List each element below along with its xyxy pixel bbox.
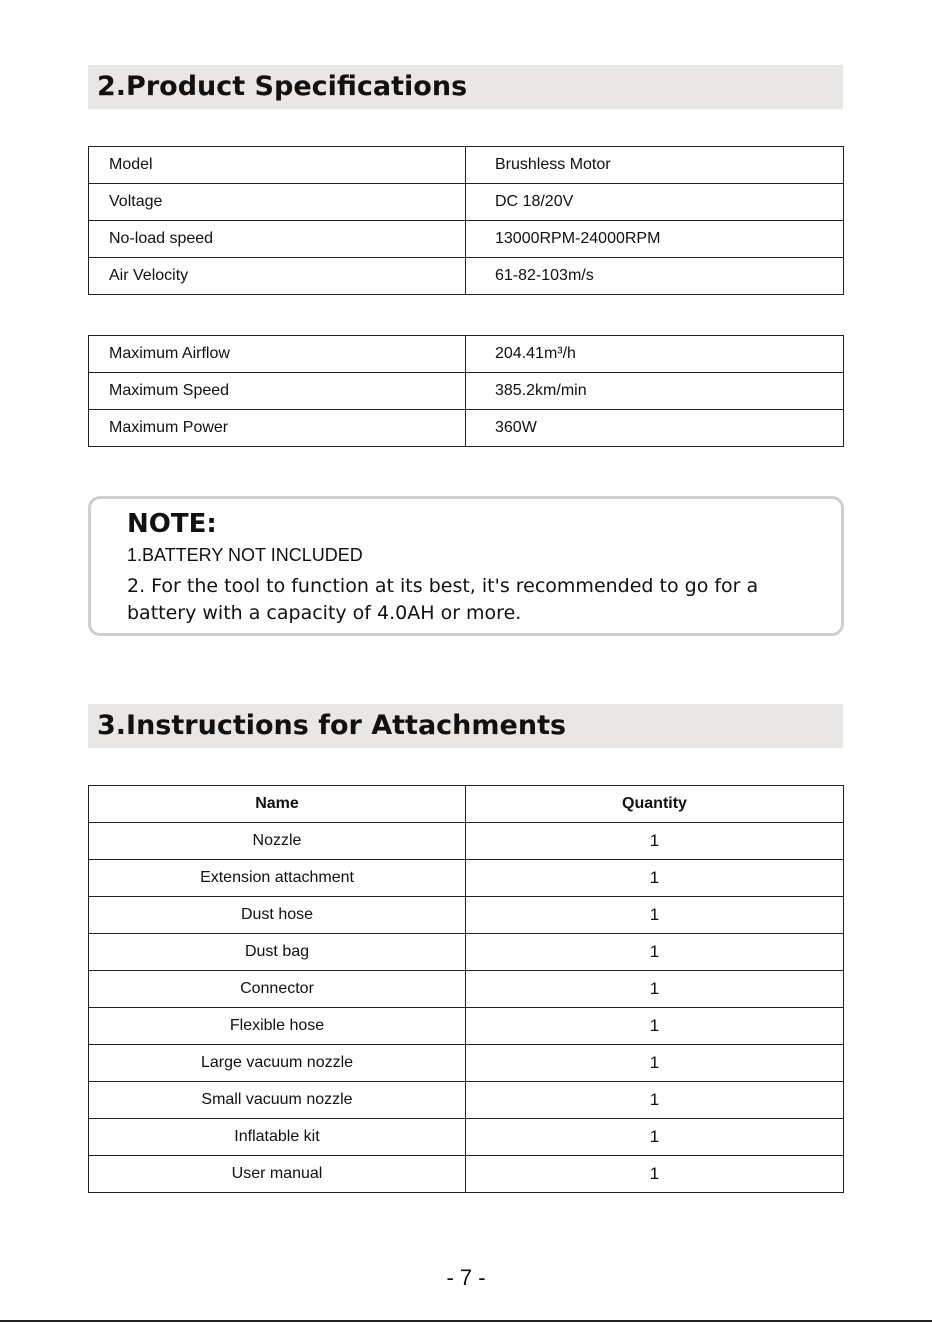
attachment-quantity: 1 xyxy=(466,823,844,860)
spec-value: 204.41m³/h xyxy=(466,336,844,373)
spec-value: 360W xyxy=(466,410,844,447)
table-header-row xyxy=(89,786,844,823)
attachment-quantity: 1 xyxy=(466,934,844,971)
table-row xyxy=(89,897,844,934)
attachments-heading: 3.Instructions for Attachments xyxy=(88,704,843,748)
attachment-name: Flexible hose xyxy=(89,1008,466,1045)
bottom-divider xyxy=(0,1320,932,1322)
page-number: - 7 - xyxy=(446,1265,486,1290)
table-row xyxy=(89,1008,844,1045)
attachment-quantity: 1 xyxy=(466,860,844,897)
spec-label: Maximum Airflow xyxy=(89,336,466,373)
table-row xyxy=(89,373,844,410)
column-header-quantity: Quantity xyxy=(466,786,844,823)
attachment-quantity: 1 xyxy=(466,971,844,1008)
spec-value: 385.2km/min xyxy=(466,373,844,410)
table-row xyxy=(89,410,844,447)
attachment-name: Extension attachment xyxy=(89,860,466,897)
spec-value: Brushless Motor xyxy=(466,147,844,184)
spec-label: Maximum Power xyxy=(89,410,466,447)
attachment-quantity: 1 xyxy=(466,897,844,934)
table-row xyxy=(89,1119,844,1156)
attachment-name: Dust hose xyxy=(89,897,466,934)
attachment-quantity: 1 xyxy=(466,1082,844,1119)
attachment-name: User manual xyxy=(89,1156,466,1193)
table-row xyxy=(89,184,844,221)
attachment-name: Dust bag xyxy=(89,934,466,971)
spec-label: Maximum Speed xyxy=(89,373,466,410)
table-row xyxy=(89,1045,844,1082)
spec-label: Voltage xyxy=(89,184,466,221)
attachment-quantity: 1 xyxy=(466,1008,844,1045)
table-row xyxy=(89,934,844,971)
note-battery-not-included: 1.BATTERY NOT INCLUDED xyxy=(127,545,363,565)
table-row xyxy=(89,823,844,860)
table-row xyxy=(89,336,844,373)
spec-table-1 xyxy=(88,146,844,295)
note-title: NOTE: xyxy=(127,509,217,539)
spec-value: DC 18/20V xyxy=(466,184,844,221)
attachment-quantity: 1 xyxy=(466,1119,844,1156)
spec-label: Air Velocity xyxy=(89,258,466,295)
attachment-name: Large vacuum nozzle xyxy=(89,1045,466,1082)
attachment-quantity: 1 xyxy=(466,1045,844,1082)
table-row xyxy=(89,1082,844,1119)
spec-label: No-load speed xyxy=(89,221,466,258)
table-row xyxy=(89,971,844,1008)
product-specifications-heading: 2.Product Specifications xyxy=(88,65,843,109)
attachment-quantity: 1 xyxy=(466,1156,844,1193)
note-box xyxy=(88,496,844,636)
spec-table-2 xyxy=(88,335,844,447)
attachment-name: Connector xyxy=(89,971,466,1008)
attachment-name: Nozzle xyxy=(89,823,466,860)
attachment-name: Small vacuum nozzle xyxy=(89,1082,466,1119)
table-row xyxy=(89,258,844,295)
table-row xyxy=(89,1156,844,1193)
attachments-table xyxy=(88,785,844,1193)
table-row xyxy=(89,221,844,258)
table-row xyxy=(89,860,844,897)
column-header-name: Name xyxy=(89,786,466,823)
attachment-name: Inflatable kit xyxy=(89,1119,466,1156)
spec-value: 61-82-103m/s xyxy=(466,258,844,295)
spec-value: 13000RPM-24000RPM xyxy=(466,221,844,258)
note-battery-recommendation: 2. For the tool to function at its best, it's recommended to go for a battery with a capacity of 4.0AH or more. xyxy=(127,575,759,624)
table-row xyxy=(89,147,844,184)
spec-label: Model xyxy=(89,147,466,184)
